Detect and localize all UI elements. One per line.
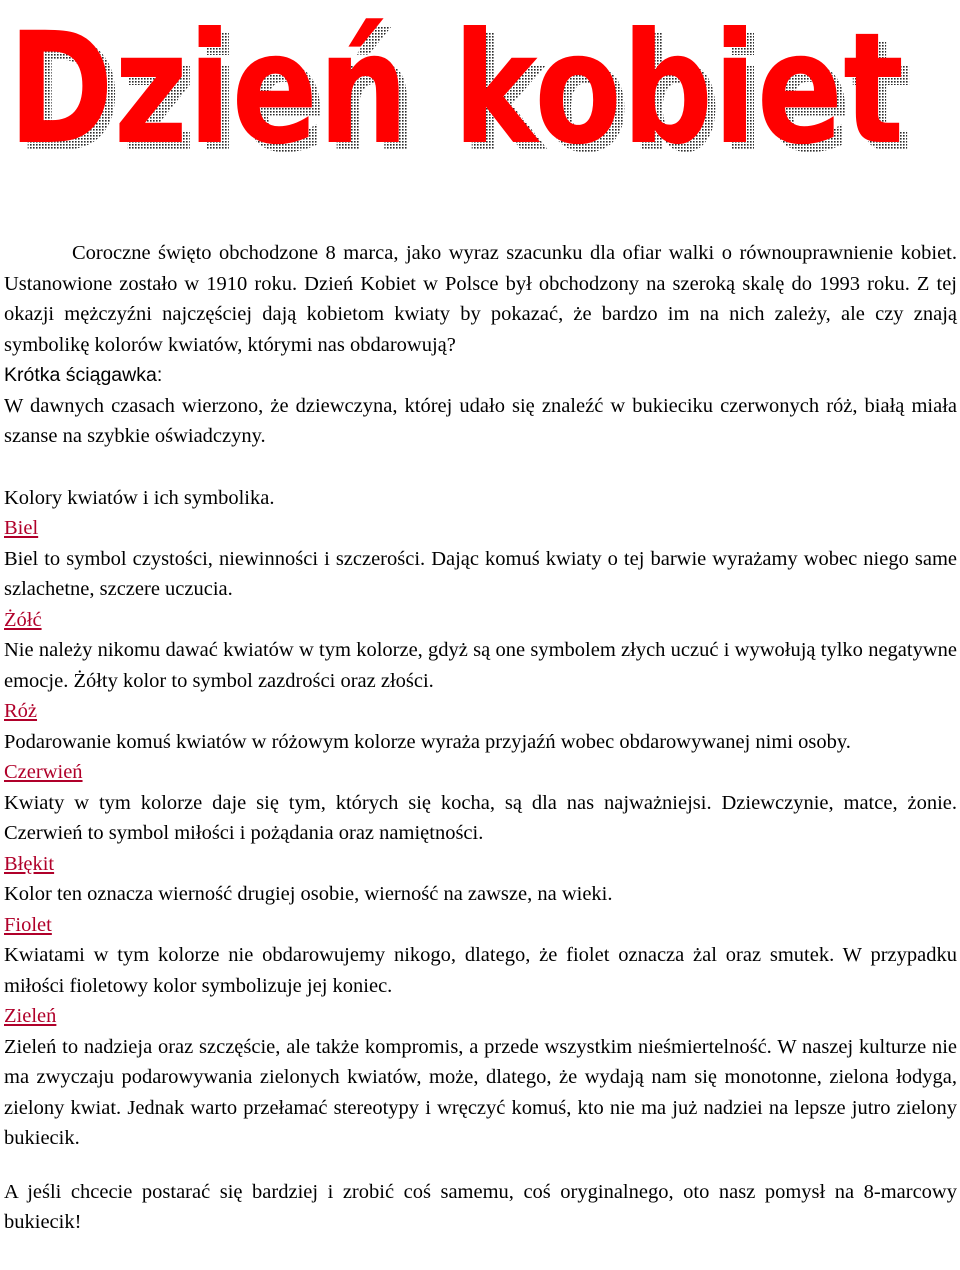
intro-paragraph: Coroczne święto obchodzone 8 marca, jako wyraz szacunku dla ofiar walki o równouprawnienie kobiet. Ustanowione zostało w 1910 roku. Dzień Kobiet w Polsce był obchodzony na szeroką skalę do 1993 roku. Z tej okazji mężczyźni najczęściej dają kobietom kwiaty by pokazać, że bardzo im na nich zależy, ale czy znają symbolikę kolorów kwiatów, którymi nas obdarowują?: [4, 242, 957, 356]
text-biel: Biel to symbol czystości, niewinności i szczerości. Dając komuś kwiaty o tej barwie wyrażamy wobec niego same szlachetne, szczere uczucia.: [4, 547, 957, 600]
text-fiolet: Kwiatami w tym kolorze nie obdarowujemy nikogo, dlatego, że fiolet oznacza żal oraz smutek. W przypadku miłości fioletowy kolor symbolizuje jej koniec.: [4, 944, 957, 997]
text-zolc: Nie należy nikomu dawać kwiatów w tym kolorze, gdyż są one symbolem złych uczuć i wywołują tylko negatywne emocje. Żółty kolor to symbol zazdrości oraz złości.: [4, 639, 957, 692]
text-roz: Podarowanie komuś kwiatów w różowym kolorze wyraża przyjaźń wobec obdarowywanej nimi osoby.: [4, 730, 851, 753]
page-title: Dzień kobiet: [8, 0, 904, 170]
heading-zolc: Żółć: [4, 608, 42, 631]
title-shadow: Dzień kobiet: [16, 8, 912, 170]
title-wordart: [0, 0, 960, 170]
heading-roz: Róż: [4, 700, 38, 722]
text-blekit: Kolor ten oznacza wierność drugiej osobie, wierność na zawsze, na wieki.: [4, 883, 613, 905]
heading-zielen: Zieleń: [4, 1005, 57, 1027]
heading-blekit: Błękit: [4, 852, 55, 875]
heading-fiolet: Fiolet: [4, 913, 52, 936]
text-czerwien: Kwiaty w tym kolorze daje się tym, których się kocha, są dla nas najważniejsi. Dziewczynie, matce, żonie. Czerwień to symbol miłości i pożądania oraz namiętności.: [4, 791, 957, 844]
colors-section-title: Kolory kwiatów i ich symbolika.: [4, 486, 275, 509]
spacer: [4, 1154, 957, 1177]
text-zielen: Zieleń to nadzieja oraz szczęście, ale także kompromis, a przede wszystkim nieśmiertelność. W naszej kulturze nie ma zwyczaju podarowywania zielonych kwiatów, może, dlatego, że wydają nam się monotonne, zielona łodyga, zielony kwiat. Jednak warto przełamać stereotypy i wręczyć komuś, kto nie ma już nadziei na lepsze jutro zielony bukiecik.: [4, 1035, 957, 1149]
tradition-paragraph: W dawnych czasach wierzono, że dziewczyna, której udało się znaleźć w bukieciku czerwonych róż, białą miała szanse na szybkie oświadczyny.: [4, 394, 957, 447]
spacer: [4, 452, 957, 483]
article-body: [4, 238, 957, 1238]
closing-paragraph: A jeśli chcecie postarać się bardziej i zrobić coś samemu, coś oryginalnego, oto nasz pomysł na 8-marcowy bukiecik!: [4, 1180, 957, 1233]
heading-czerwien: Czerwień: [4, 761, 83, 783]
title-banner: [0, 0, 960, 170]
heading-biel: Biel: [4, 517, 39, 539]
cheat-sheet-label: Krótka ściągawka:: [4, 364, 163, 386]
